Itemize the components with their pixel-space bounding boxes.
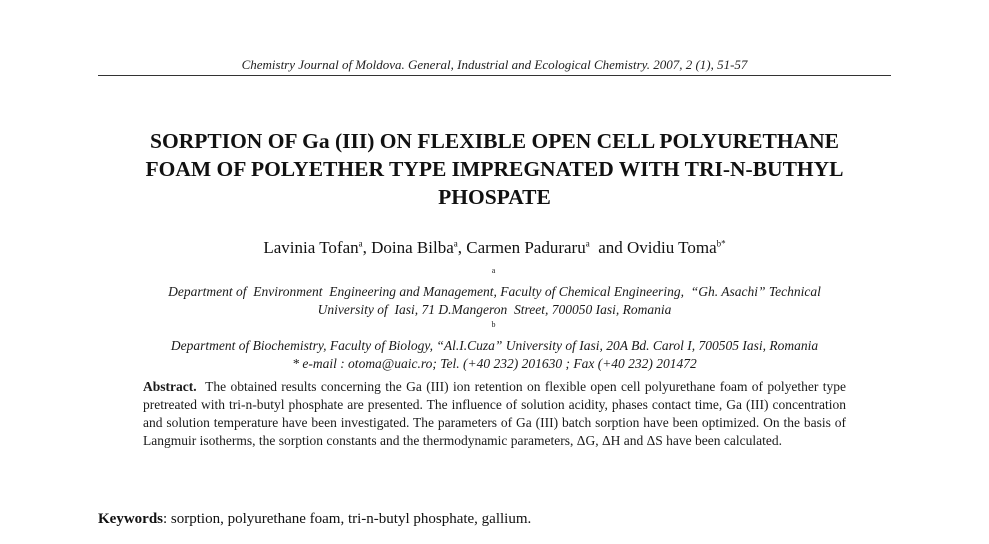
author-name: Lavinia Tofan: [263, 238, 359, 257]
author-separator: ,: [362, 238, 372, 257]
author-name: Doina Bilba: [371, 238, 454, 257]
abstract: [143, 378, 846, 450]
contact-line: * e-mail : otoma@uaic.ro; Tel. (+40 232) 201630 ; Fax (+40 232) 201472: [292, 356, 697, 371]
title-line: SORPTION OF Ga (III) ON FLEXIBLE OPEN CELL POLYURETHANE: [150, 129, 839, 153]
title-line: FOAM OF POLYETHER TYPE IMPREGNATED WITH TRI-N-BUTHYL: [145, 157, 844, 181]
keywords-label: Keywords: [98, 511, 163, 527]
affil-text: Department of Biochemistry, Faculty of Biology, “Al.I.Cuza” University of Iasi, 20A Bd. Carol I, 700505 Iasi, Romania: [170, 338, 819, 353]
keywords-text: : sorption, polyurethane foam, tri-n-butyl phosphate, gallium.: [163, 511, 532, 527]
header-rule: [98, 75, 891, 76]
author-name: Ovidiu Toma: [627, 238, 717, 257]
journal-header: Chemistry Journal of Moldova. General, Industrial and Ecological Chemistry. 2007, 2 (1), 51-57: [241, 57, 748, 72]
author-list: [60, 238, 929, 258]
author-separator: and: [589, 238, 627, 257]
author-affil-mark: a: [453, 238, 458, 249]
paper-title: [80, 127, 909, 211]
affil-text: Department of Environment Engineering and Management, Faculty of Chemical Engineering, “Gh. Asachi” Technical: [168, 284, 821, 299]
affil-mark-b: b: [491, 319, 496, 329]
title-line: PHOSPATE: [438, 185, 551, 209]
abstract-label: Abstract.: [143, 379, 197, 394]
author-affil-mark: a: [585, 238, 590, 249]
affiliation-a-line2: University of Iasi, 71 D.Mangeron Street, 700050 Iasi, Romania: [317, 302, 672, 317]
author-name: Carmen Paduraru: [466, 238, 586, 257]
affiliations: [60, 265, 929, 373]
affiliation-a-line1: [60, 265, 929, 301]
affil-mark-a: a: [491, 265, 496, 275]
author-separator: ,: [457, 238, 467, 257]
affiliation-b-line1: [60, 319, 929, 355]
abstract-text: The obtained results concerning the Ga (III) ion retention on flexible open cell polyurethane foam of polyether type pretreated with tri-n-butyl phosphate are presented. The influence of solution acidity, phases contact time, Ga (III) concentration and solution temperature have been investigated. The parameters of Ga (III) batch sorption have been optimized. On the basis of Langmuir isotherms, the sorption constants and the thermodynamic parameters, ΔG, ΔH and ΔS have been calculated.: [143, 379, 846, 448]
keywords: [98, 511, 891, 528]
author-affil-mark: b*: [716, 238, 726, 249]
author-affil-mark: a: [358, 238, 363, 249]
